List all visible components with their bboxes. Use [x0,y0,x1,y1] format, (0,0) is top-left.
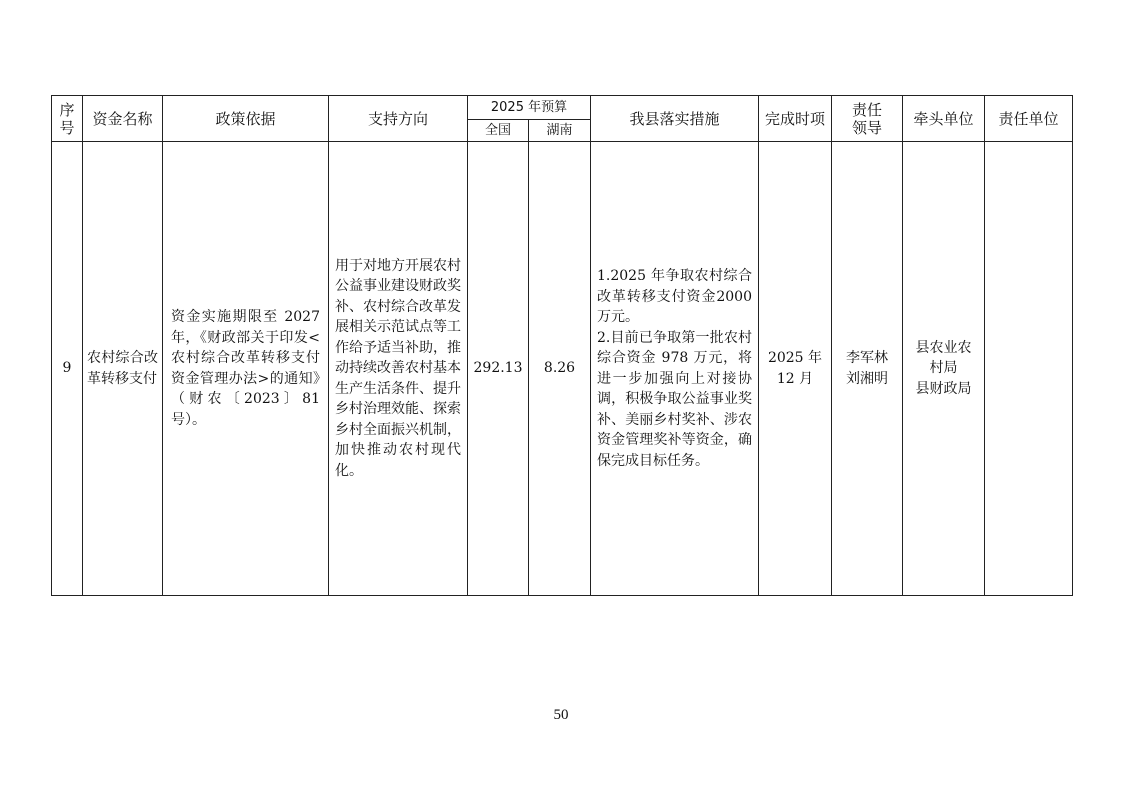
header-seq: 序 号 [52,96,83,142]
header-responsible-unit: 责任单位 [985,96,1073,142]
header-responsible-leader: 责任 领导 [832,96,903,142]
row-budget-hunan: 8.26 [529,142,591,596]
policy-fund-table [51,95,1073,596]
header-budget-2025: 2025 年预算 [468,96,591,120]
table-row [52,142,1073,596]
row-completion-time: 2025 年 12 月 [759,142,832,596]
row-lead-unit: 县农业农 村局 县财政局 [903,142,985,596]
header-policy-basis: 政策依据 [163,96,329,142]
row-fund-name [83,142,163,596]
row-responsible-leader: 李军林 刘湘明 [832,142,903,596]
header-support-direction: 支持方向 [329,96,468,142]
header-lead-unit: 牵头单位 [903,96,985,142]
row-budget-national: 292.13 [468,142,529,596]
row-policy-basis-text: 资金实施期限至 2027 年，《财政部关于印发<农村综合改革转移支付资金管理办法>的通知》（财农〔2023〕81 号）。 [171,309,320,428]
row-county-measures [591,142,759,596]
page-number: 50 [553,707,569,723]
row-seq: 9 [52,142,83,596]
row-policy-basis [163,142,329,596]
header-county-measures: 我县落实措施 [591,96,759,142]
header-completion-time: 完成时项 [759,96,832,142]
row-support-direction [329,142,468,596]
header-budget-national: 全国 [468,120,529,142]
header-fund-name: 资金名称 [83,96,163,142]
header-budget-hunan: 湖南 [529,120,591,142]
row-county-measures-text: 1.2025 年争取农村综合改革转移支付资金2000万元。 2.目前已争取第一批农村综合资金 978 万元，将进一步加强向上对接协调，积极争取公益事业奖补、美丽乡村奖补、涉农资金管理奖补等资金，确保完成目标任务。 [597,268,752,469]
row-responsible-unit [985,142,1073,596]
row-support-direction-text: 用于对地方开展农村公益事业建设财政奖补、农村综合改革发展相关示范试点等工作给予适当补助，推动持续改善农村基本生产生活条件、提升乡村治理效能、探索乡村全面振兴机制，加快推动农村现代化。 [335,257,461,479]
row-fund-name-text: 农村综合改革转移支付 [87,350,158,387]
